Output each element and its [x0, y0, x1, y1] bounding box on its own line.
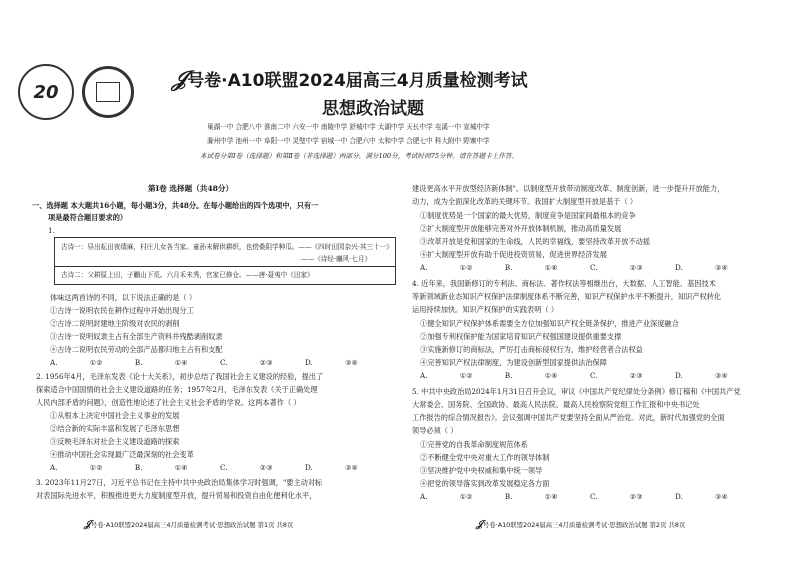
q5-option-1: ①完善党的自我革命制度规范体系	[420, 440, 528, 449]
q4-line-3: 运用持续加快。知识产权保护的实践表明（ ）	[412, 305, 559, 314]
q5-line-1: 5. 中共中央政治局2024年1月31日召开会议，审议《中国共产党纪律处分条例》修订稿和《中国共产党	[412, 387, 741, 396]
q4-answers: A. ①② B. ①④ C. ②③ D. ③④	[420, 371, 728, 380]
q1-option-3: ③古诗一说明奴隶主占有全部生产资料并残酷剥削奴隶	[50, 332, 223, 341]
q5-line-2: 大常委会、国务院、全国政协、最高人民法院、最高人民检察院党组工作汇报和中央书记处	[412, 400, 700, 409]
q3-answers: A. ①② B. ①④ C. ②③ D. ③④	[420, 263, 728, 272]
divider	[55, 266, 395, 267]
q4-option-1: ①健全知识产权保护体系需要全方位加强知识产权全链条保护，推进产业深度融合	[420, 319, 679, 328]
q5-option-4: ④把党的领导落实到改革发展稳定各方面	[420, 479, 550, 488]
subject-title: 思想政治试题	[322, 99, 424, 119]
q1-number: 1.	[48, 226, 55, 235]
footer-left: 𝒥号卷·A10联盟2024届高三4月质量检测考试·思想政治试题 第1页 共8页	[84, 519, 294, 530]
logo-icon: 𝒥	[172, 66, 188, 92]
poem-1: 古诗一：昼出耘田夜绩麻，村庄儿女各当家。童孙未解供耕织，也傍桑阴学种瓜。——《四时田园杂兴·其三十一》	[61, 243, 393, 251]
q1-option-2: ②古诗二说明封建地主阶级对农民的剥削	[50, 319, 180, 328]
schools-row-2: 滁州中学 池州一中 阜阳一中 灵璧中学 宿城一中 合肥六中 太和中学 合肥七中 科大附中 野寨中学	[207, 137, 490, 145]
q4-option-4: ④完善知识产权法律制度，为建设创新型国家提供法治保障	[420, 358, 607, 367]
q2-line-2: 探索适合中国国情的社会主义建设道路的任务；1957年2月，毛泽东发表《关于正确处理	[36, 385, 318, 394]
q1-answers: A. ①② B. ①④ C. ②③ D. ③④	[50, 358, 358, 367]
q5-line-4: 领导必须（ ）	[412, 426, 458, 435]
q3-option-4: ④扩大制度型开放有助于促进投资贸易，促进世界经济发展	[420, 250, 607, 259]
section-part-2: 项是最符合题目要求的）	[48, 213, 128, 222]
logo-icon: 𝒥	[84, 519, 91, 530]
q4-line-2: 等新领域新业态知识产权保护法律制度体系不断完善，知识产权保护水平不断提升，知识产权转化	[412, 292, 722, 301]
q3-option-2: ②扩大制度型开放能够完善对外开放体制机制，推动高质量发展	[420, 224, 622, 233]
q2-option-4: ④推动中国社会实现最广泛最深刻的社会变革	[50, 450, 194, 459]
school-seal-right	[82, 66, 134, 118]
q5-answers: A. ①② B. ①④ C. ②③ D. ③④	[420, 492, 728, 501]
q2-option-2: ②结合新的实际丰富和发展了毛泽东思想	[50, 424, 180, 433]
q3-option-3: ③改革开放是党和国家的生命线，人民的幸福线，要坚持改革开放不动摇	[420, 237, 651, 246]
q3-line-1: 3. 2023年11月27日，习近平总书记在主持中共中央政治局集体学习时强调，"要主动对标	[36, 478, 323, 487]
q4-line-1: 4. 近年来，我国新修订的专利法、商标法、著作权法等相继出台，大数据、人工智能、基因技术	[412, 279, 716, 288]
q3-line-2: 对表国际先进水平，积极推进更大力度制度型开放，提升贸易和投资自由化便利化水平，	[36, 491, 317, 500]
q5-option-2: ②不断健全党中央对重大工作的领导体制	[420, 453, 550, 462]
q2-option-1: ①从根本上决定中国社会主义事业的发展	[50, 411, 180, 420]
schools-row-1: 巢湖一中 合肥八中 淮南二中 六安一中 南陵中学 舒城中学 太湖中学 天长中学 屯溪一中 宣城中学	[207, 123, 490, 131]
footer-right: 𝒥号卷·A10联盟2024届高三4月质量检测考试·思想政治试题 第2页 共8页	[476, 519, 686, 530]
q2-line-3: 人民内部矛盾的问题》，创造性地论述了社会主义社会矛盾的学说。这两本著作（ ）	[36, 398, 301, 407]
q3-option-1: ①制度优势是一个国家的最大优势，制度竞争是国家间最根本的竞争	[420, 211, 636, 220]
q2-answers: A. ①② B. ①④ C. ②③ D. ③④	[50, 463, 358, 472]
q1-stem: 体味这两首诗的不同，以下说法正确的是（ ）	[50, 293, 197, 302]
logo-icon: 𝒥	[476, 519, 483, 530]
q5-option-3: ③坚决维护党中央权威和集中统一领导	[420, 466, 543, 475]
exam-title: 𝒥号卷·A10联盟2024届高三4月质量检测考试	[172, 66, 528, 92]
q4-option-3: ③实施新修订的商标法，严厉打击商标侵权行为，维护经营者合法权益	[420, 345, 643, 354]
q2-line-1: 2. 1956年4月，毛泽东发表《论十大关系》，初步总结了我国社会主义建设的经验，提出了	[36, 372, 324, 381]
school-seal-left: 20	[18, 64, 74, 120]
poem-1-source: ——《诗经·豳风·七月》	[301, 255, 372, 263]
poem-2: 古诗二：父耕原上田，子劚山下荒。六月禾未秀，官家已修仓。——唐·聂夷中《田家》	[61, 271, 314, 279]
section-part: 一、选择题 本大题共16小题，每小题3分，共48分。在每小题给出的四个选项中，只有一	[32, 201, 319, 210]
q1-option-1: ①古诗一说明农民在耕作过程中开始出现分工	[50, 306, 194, 315]
q5-line-3: 工作报告的综合情况报告》。会议强调中国共产党要坚持全面从严治党。对此，新时代加强党的全面	[412, 413, 725, 422]
instructions: 本试卷分第Ⅰ卷（选择题）和第Ⅱ卷（非选择题）两部分，满分100分，考试时间75分钟。请在答题卡上作答。	[200, 152, 519, 160]
section-title: 第Ⅰ卷 选择题（共48分）	[148, 184, 234, 193]
q3-intro-1: 建设更高水平开放型经济新体制"。以制度型开放带动制度改革、制度创新，进一步提升开放能力，	[412, 184, 725, 193]
q4-option-2: ②加强专利权保护能为国家培育知识产权强国建设提供重要支撑	[420, 332, 622, 341]
q1-option-4: ④古诗二说明农民劳动的全部产品都归地主占有和支配	[50, 345, 223, 354]
q2-option-3: ③反映毛泽东对社会主义建设道路的探索	[50, 437, 180, 446]
poem-box	[54, 237, 396, 285]
q3-intro-2: 动力，成为全面深化改革的关键环节。我国扩大制度型开放是基于（ ）	[412, 197, 638, 206]
